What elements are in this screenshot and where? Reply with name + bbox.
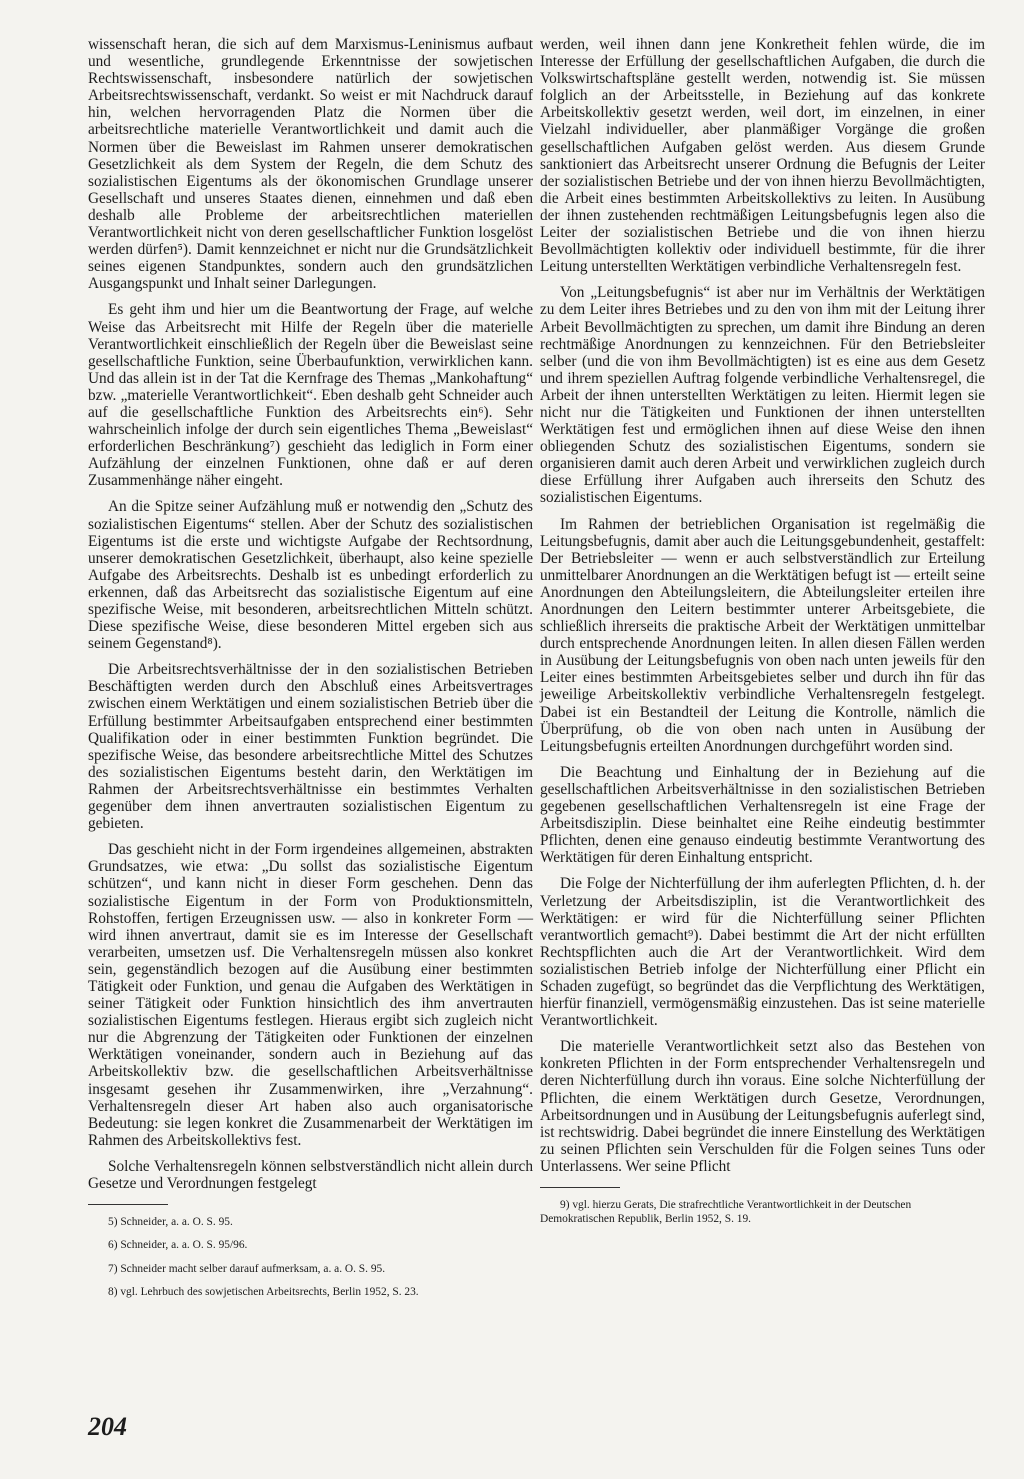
paragraph: wissenschaft heran, die sich auf dem Marxismus-Leninismus aufbaut und wesentliche, grundlegende Erkenntnisse der sowjetischen Rechtswissenschaft, insbesondere natürlich der sowjetischen Arbeitsrechtswissenschaft, verdankt. So weist er mit Nachdruck darauf hin, welchen hervorragenden Platz die Normen über die arbeitsrechtliche materielle Verantwortlichkeit und damit auch die Normen über die Beweislast im Rahmen unserer demokratischen Gesetzlichkeit als dem System der Regeln, die dem Schutz des sozialistischen Eigentums als der ökonomischen Grundlage unserer Gesellschaft und unseres Staates dienen, einnehmen und daß eben deshalb alle Probleme der arbeitsrechtlichen materiellen Verantwortlichkeit nicht von deren gesellschaftlicher Funktion losgelöst werden dürfen⁵). Damit kennzeichnet er nicht nur die Grundsätzlichkeit seines eigenen Standpunktes, sondern auch den grundsätzlichen Ausgangspunkt und Inhalt seiner Darlegungen. — [88, 36, 533, 293]
footnote: 8) vgl. Lehrbuch des sowjetischen Arbeitsrechts, Berlin 1952, S. 23. — [108, 1285, 419, 1298]
paragraph: Das geschieht nicht in der Form irgendeines allgemeinen, abstrakten Grundsatzes, wie etwa: „Du sollst das sozialistische Eigentum schützen“, und kann nicht in dieser Form geschehen. Denn das sozialistische Eigentum in der Form von Produktionsmitteln, Rohstoffen, fertigen Erzeugnissen usw. — also in konkreter Form — wird ihnen anvertraut, damit sie es im Interesse der Gesellschaft verarbeiten, umsetzen usf. Die Verhaltensregeln müssen also konkret sein, gegenständlich bezogen auf die Ausübung einer bestimmten Tätigkeit oder Funktion, und genau die Aufgaben des Werktätigen in seiner Tätigkeit oder Funktion hinsichtlich des ihm anvertrauten sozialistischen Eigentums festlegen. Hieraus ergibt sich zugleich nicht nur die Abgrenzung der Tätigkeiten oder Funktionen der einzelnen Werktätigen voneinander, sondern auch in Beziehung auf das Arbeitskollektiv bzw. die gesellschaftlichen Arbeitsverhältnisse insgesamt gesehen ihr Zusammenwirken, ihre „Verzahnung“. Verhaltensregeln dieser Art haben also auch organisatorische Bedeutung: sie legen konkret die Zusammenarbeit der Werktätigen im Rahmen des Arbeitskollektivs fest. — [88, 841, 533, 1149]
page-number: 204 — [88, 1412, 127, 1441]
footnote-divider — [88, 1204, 168, 1205]
footnote-divider — [540, 1187, 620, 1188]
paragraph: Die Arbeitsrechtsverhältnisse der in den sozialistischen Betrieben Beschäftigten werden durch den Abschluß eines Arbeitsvertrages zwischen einem Werktätigen und einem sozialistischen Betrieb über die Erfüllung bestimmter Arbeitsaufgaben entsprechend einer bestimmten Qualifikation oder in einer bestimmten Funktion begründet. Die spezifische Weise, das besondere arbeitsrechtliche Mittel des Schutzes des sozialistischen Eigentums besteht darin, den Werktätigen im Rahmen der Arbeitsrechtsverhältnisse ein bestimmtes Verhalten gegenüber dem ihnen anvertrauten sozialistischen Eigentum zu gebieten. — [88, 661, 533, 833]
footnote: 6) Schneider, a. a. O. S. 95/96. — [108, 1239, 248, 1252]
paragraph: Die materielle Verantwortlichkeit setzt also das Bestehen von konkreten Pflichten in der Form entsprechender Verhaltensregeln und deren Nichterfüllung durch ihn voraus. Eine solche Nichterfüllung der Pflichten, die einem Werktätigen durch Gesetze, Verordnungen, Arbeitsordnungen und in Ausübung der Leitungsbefugnis auferlegt sind, ist rechtswidrig. Dabei begründet die innere Einstellung des Werktätigen zu seinen Pflichten sein Verschulden für die Folgen seines Tuns oder Unterlassens. Wer seine Pflicht — [540, 1038, 985, 1175]
footnote: 5) Schneider, a. a. O. S. 95. — [108, 1216, 233, 1229]
paragraph: Solche Verhaltensregeln können selbstverständlich nicht allein durch Gesetze und Verordnungen festgelegt — [88, 1157, 533, 1192]
paragraph: Es geht ihm und hier um die Beantwortung der Frage, auf welche Weise das Arbeitsrecht mit Hilfe der Regeln über die materielle Verantwortlichkeit einschließlich der Regeln über die Beweislast seine gesellschaftliche Funktion, seine Überbaufunktion, verwirklichen kann. Und das allein ist in der Tat die Kernfrage des Themas „Mankohaftung“ bzw. „materielle Verantwortlichkeit“. Eben deshalb geht Schneider auch auf die gesellschaftliche Funktion des Arbeitsrechts ein⁶). Sehr wahrscheinlich infolge der durch sein eigentliches Thema „Beweislast“ erforderlichen Beschränkung⁷) geschieht das lediglich in Form einer Aufzählung der einzelnen Funktionen, ohne daß er auf deren Zusammenhänge näher eingeht. — [88, 301, 533, 490]
paragraph: Die Beachtung und Einhaltung der in Beziehung auf die gesellschaftlichen Arbeitsverhältnisse in den sozialistischen Betrieben gegebenen gesellschaftlichen Verhaltensregeln ist eine Frage der Arbeitsdisziplin. Diese beinhaltet eine Reihe eindeutig bestimmter Pflichten, denen eine genauso eindeutig bestimmte Verantwortung des Werktätigen für deren Einhaltung entspricht. — [540, 763, 985, 867]
paragraph: Von „Leitungsbefugnis“ ist aber nur im Verhältnis der Werktätigen zu dem Leiter ihres Betriebes und zu den von ihm mit der Leitung ihrer Arbeit Bevollmächtigten zu sprechen, um damit ihre Bindung an deren rechtmäßige Anordnungen zu kennzeichnen. Für den Betriebsleiter selber (und die von ihm Bevollmächtigten) ist es eine aus dem Gesetz und ihrem speziellen Auftrag folgende verbindliche Verhaltensregel, die Arbeit der ihnen unterstellten Werktätigen zu leiten. Hiermit legen sie nicht nur die Tätigkeiten und Funktionen der ihnen unterstellten Werktätigen fest und ermöglichen ihnen auf diese Weise den ihnen obliegenden Schutz des sozialistischen Eigentums, sondern sie organisieren damit auch deren Arbeit und verwirklichen zugleich durch diese Erfüllung ihrer Aufgaben auch ihrerseits den Schutz des sozialistischen Eigentums. — [540, 284, 985, 507]
paragraph: werden, weil ihnen dann jene Konkretheit fehlen würde, die im Interesse der Erfüllung der gesellschaftlichen Aufgaben, die durch die Volkswirtschaftspläne gestellt werden, notwendig ist. Sie müssen folglich an der Arbeitsstelle, in Beziehung auf das konkrete Arbeitskollektiv gesetzt werden, weil dort, im einzelnen, in einer Vielzahl individueller, aber planmäßiger Vorgänge die großen gesellschaftlichen Aufgaben gelöst werden. Aus diesem Grunde sanktioniert das Arbeitsrecht unserer Ordnung die Befugnis der Leiter der sozialistischen Betriebe und der von ihnen hierzu Bevollmächtigten, die Arbeit eines bestimmten Arbeitskollektivs zu leiten. In Ausübung der ihnen zustehenden rechtmäßigen Leitungsbefugnis legen also die Leiter der sozialistischen Betriebe und die von ihnen hierzu Bevollmächtigten kollektiv oder individuell bestimmte, für die ihrer Leitung unterstellten Werktätigen verbindliche Verhaltensregeln fest. — [540, 36, 985, 276]
footnote: 9) vgl. hierzu Gerats, Die strafrechtliche Verantwortlichkeit in der Deutschen Demokratischen Republik, Berlin 1952, S. 19. — [540, 1199, 912, 1226]
right-column — [540, 36, 985, 1235]
paragraph: Die Folge der Nichterfüllung der ihm auferlegten Pflichten, d. h. der Verletzung der Arbeitsdisziplin, ist die Verantwortlichkeit des Werktätigen: er wird für die Nichterfüllung seiner Pflichten verantwortlich gemacht⁹). Dabei bestimmt die Art der nicht erfüllten Rechtspflichten auch die Art der Verantwortlichkeit. Wird dem sozialistischen Betrieb infolge der Nichterfüllung einer Pflicht ein Schaden zugefügt, so begründet das die Verpflichtung des Werktätigen, hierfür finanziell, vermögensmäßig einzustehen. Das ist seine materielle Verantwortlichkeit. — [540, 875, 985, 1030]
footnote: 7) Schneider macht selber darauf aufmerksam, a. a. O. S. 95. — [108, 1262, 386, 1275]
left-column — [88, 36, 533, 1308]
paragraph: An die Spitze seiner Aufzählung muß er notwendig den „Schutz des sozialistischen Eigentums“ stellen. Aber der Schutz des sozialistischen Eigentums ist die erste und wichtigste Aufgabe der Rechtsordnung, unserer demokratischen Gesetzlichkeit, überhaupt, also keine spezielle Aufgabe des Arbeitsrechts. Deshalb ist es unbedingt erforderlich zu erkennen, daß das Arbeitsrecht das sozialistische Eigentum auf eine spezifische Weise, mit besonderen, arbeitsrechtlichen Mitteln schützt. Diese spezifische Weise, diese besonderen Mittel ergeben sich aus seinem Gegenstand⁸). — [88, 498, 533, 653]
paragraph: Im Rahmen der betrieblichen Organisation ist regelmäßig die Leitungsbefugnis, damit aber auch die Leitungsgebundenheit, gestaffelt: Der Betriebsleiter — wenn er auch selbstverständlich zur Erteilung unmittelbarer Anordnungen an die Werktätigen befugt ist — erteilt seine Anordnungen den Abteilungsleitern, die Abteilungsleiter erteilen ihre Anordnungen den Leitern bestimmter unterer Arbeitsgebiete, die schließlich ihrerseits die praktische Arbeit der Werktätigen unmittelbar durch entsprechende Anordnungen leiten. In allen diesen Fällen werden in Ausübung der Leitungsbefugnis von oben nach unten jeweils für den Leiter eines bestimmten Arbeitsgebietes selber und durch ihn für das jeweilige Arbeitskollektiv verbindliche Verhaltensregeln festgelegt. Dabei ist ein Bestandteil der Leitung die Kontrolle, nämlich die Überprüfung, ob die von oben nach unten in Ausübung der Leitungsbefugnis erteilten Anordnungen durchgeführt worden sind. — [540, 515, 985, 755]
